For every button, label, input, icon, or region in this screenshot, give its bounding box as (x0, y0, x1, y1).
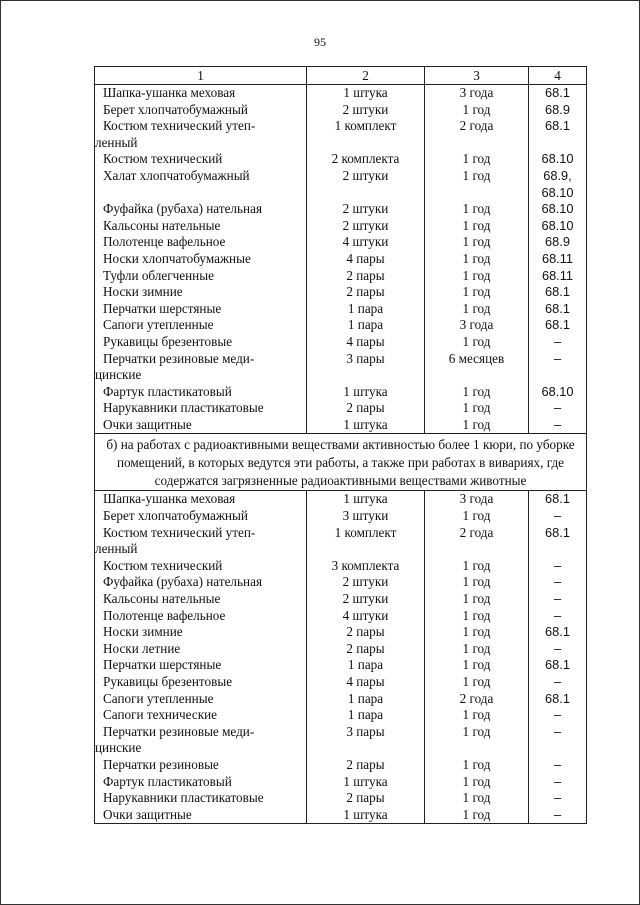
item-name-cell (95, 400, 307, 417)
item-name-cell (95, 151, 307, 168)
table-row (95, 574, 587, 591)
item-name: Фуфайка (рубаха) нательная (103, 574, 263, 590)
item-name: Халат хлопчатобумажный (103, 167, 250, 183)
reference-cell: 68.11 (529, 251, 587, 268)
reference-cell: – (529, 774, 587, 791)
reference-cell: 68.11 (529, 268, 587, 285)
reference-cell: 68.1 (529, 691, 587, 708)
header-row (95, 67, 587, 85)
item-name-cell (95, 334, 307, 351)
item-name-cell (95, 301, 307, 318)
reference-cell: – (529, 508, 587, 525)
item-name: Носки хлопчатобумажные (103, 250, 251, 266)
item-name-cell (95, 591, 307, 608)
quantity-cell: 2 пары (307, 284, 425, 301)
table-row (95, 118, 587, 151)
quantity-cell: 2 штуки (307, 574, 425, 591)
quantity-cell: 2 штуки (307, 218, 425, 235)
item-name-cell (95, 85, 307, 102)
wear-term-cell: 1 год (425, 284, 529, 301)
item-name-cell (95, 268, 307, 285)
reference-cell: 68.1 (529, 301, 587, 318)
table-row (95, 417, 587, 434)
table-row (95, 384, 587, 401)
table-row (95, 624, 587, 641)
reference-cell: 68.1 (529, 118, 587, 151)
quantity-cell: 1 пара (307, 657, 425, 674)
table-row (95, 284, 587, 301)
item-name-cell (95, 168, 307, 201)
item-name: Перчатки резиновые меди- (103, 350, 255, 366)
wear-term-cell: 1 год (425, 234, 529, 251)
wear-term-cell: 1 год (425, 417, 529, 434)
reference-cell: 68.1 (529, 624, 587, 641)
reference-cell: – (529, 790, 587, 807)
table-row (95, 757, 587, 774)
wear-term-cell: 1 год (425, 201, 529, 218)
item-name-cell (95, 757, 307, 774)
wear-term-cell: 3 года (425, 491, 529, 508)
quantity-cell: 1 пара (307, 691, 425, 708)
item-name-cell (95, 525, 307, 558)
reference-cell: – (529, 591, 587, 608)
reference-cell: – (529, 674, 587, 691)
quantity-cell: 1 штука (307, 491, 425, 508)
wear-term-cell: 1 год (425, 301, 529, 318)
quantity-cell: 2 пары (307, 641, 425, 658)
wear-term-cell: 1 год (425, 790, 529, 807)
reference-cell: – (529, 724, 587, 757)
reference-cell: 68.10 (529, 201, 587, 218)
wear-term-cell: 1 год (425, 151, 529, 168)
quantity-cell: 2 штуки (307, 201, 425, 218)
reference-cell: – (529, 608, 587, 625)
wear-term-cell: 1 год (425, 724, 529, 757)
item-name: Перчатки резиновые (103, 756, 219, 772)
quantity-cell: 1 пара (307, 301, 425, 318)
quantity-cell: 1 штука (307, 85, 425, 102)
item-name: Перчатки шерстяные (103, 657, 222, 673)
item-name: Перчатки шерстяные (103, 300, 222, 316)
protective-clothing-table (94, 66, 587, 824)
item-name-cell (95, 790, 307, 807)
item-name: Фуфайка (рубаха) нательная (103, 201, 263, 217)
reference-cell: – (529, 707, 587, 724)
wear-term-cell: 1 год (425, 591, 529, 608)
item-name: Туфли облегченные (103, 267, 214, 283)
item-name-cell (95, 201, 307, 218)
wear-term-cell: 1 год (425, 334, 529, 351)
wear-term-cell: 1 год (425, 624, 529, 641)
table-row (95, 724, 587, 757)
header-col-1: 1 (95, 67, 307, 85)
item-name: Фартук пластикатовый (103, 773, 232, 789)
item-name-cell (95, 508, 307, 525)
wear-term-cell: 1 год (425, 218, 529, 235)
item-name: Носки летние (103, 640, 181, 656)
item-name-cell (95, 251, 307, 268)
table-row (95, 707, 587, 724)
quantity-cell: 3 штуки (307, 508, 425, 525)
item-name-cell (95, 558, 307, 575)
table-row (95, 251, 587, 268)
table-row (95, 102, 587, 119)
reference-cell: – (529, 558, 587, 575)
table-row (95, 508, 587, 525)
table-row (95, 268, 587, 285)
item-name: Костюм технический (103, 557, 223, 573)
item-name: Берет хлопчатобумажный (103, 508, 248, 524)
wear-term-cell: 1 год (425, 268, 529, 285)
quantity-cell: 2 штуки (307, 168, 425, 201)
item-name-cell (95, 691, 307, 708)
quantity-cell: 1 штука (307, 774, 425, 791)
reference-cell: – (529, 351, 587, 384)
item-name-cell (95, 384, 307, 401)
item-name: Шапка-ушанка меховая (103, 491, 236, 507)
reference-cell: 68.10 (529, 218, 587, 235)
table-row (95, 400, 587, 417)
wear-term-cell: 1 год (425, 400, 529, 417)
item-name-cell (95, 417, 307, 434)
reference-cell: – (529, 757, 587, 774)
item-name: Кальсоны нательные (103, 217, 221, 233)
item-name-cell (95, 724, 307, 757)
reference-cell: 68.10 (529, 384, 587, 401)
wear-term-cell: 1 год (425, 558, 529, 575)
reference-cell: – (529, 417, 587, 434)
item-name-cell (95, 351, 307, 384)
table-row (95, 674, 587, 691)
wear-term-cell: 1 год (425, 774, 529, 791)
table-row (95, 218, 587, 235)
item-name-cell (95, 218, 307, 235)
table-row (95, 234, 587, 251)
quantity-cell: 1 штука (307, 417, 425, 434)
wear-term-cell: 1 год (425, 707, 529, 724)
item-name: Нарукавники пластикатовые (103, 400, 264, 416)
table-row (95, 608, 587, 625)
item-name: Полотенце вафельное (103, 607, 226, 623)
item-name: Сапоги технические (103, 707, 218, 723)
table-row (95, 641, 587, 658)
quantity-cell: 2 пары (307, 757, 425, 774)
table-row (95, 168, 587, 201)
reference-cell: 68.9 (529, 102, 587, 119)
table-row (95, 558, 587, 575)
quantity-cell: 2 пары (307, 268, 425, 285)
table-row (95, 691, 587, 708)
item-name: Берет хлопчатобумажный (103, 101, 248, 117)
item-name: Шапка-ушанка меховая (103, 85, 236, 100)
item-name: Очки защитные (103, 806, 192, 822)
reference-cell: 68.10 (529, 151, 587, 168)
wear-term-cell: 1 год (425, 807, 529, 824)
reference-cell: – (529, 574, 587, 591)
quantity-cell: 3 пары (307, 724, 425, 757)
wear-term-cell: 1 год (425, 657, 529, 674)
quantity-cell: 2 штуки (307, 591, 425, 608)
item-name-cell (95, 807, 307, 824)
quantity-cell: 3 комплекта (307, 558, 425, 575)
quantity-cell: 3 пары (307, 351, 425, 384)
reference-cell: 68.1 (529, 85, 587, 102)
item-name-cell (95, 707, 307, 724)
table-row (95, 591, 587, 608)
section-b-title: б) на работах с радиоактивными веществами активностью более 1 кюри, по уборке помещений, в которых ведутся эти работы, а также при работах в вивариях, где содержатся загрязненные радиоактивными веществами животные (95, 434, 587, 491)
item-name-cell (95, 317, 307, 334)
item-name: Костюм технический утеп- (103, 118, 256, 134)
reference-cell: 68.9, 68.10 (529, 168, 587, 201)
table-row (95, 201, 587, 218)
table-row (95, 491, 587, 508)
reference-cell: 68.9 (529, 234, 587, 251)
item-name-cell (95, 284, 307, 301)
reference-cell: 68.1 (529, 525, 587, 558)
item-name: Костюм технический утеп- (103, 524, 256, 540)
item-name: Фартук пластикатовый (103, 383, 232, 399)
reference-cell: 68.1 (529, 317, 587, 334)
wear-term-cell: 2 года (425, 691, 529, 708)
item-name-cell (95, 641, 307, 658)
item-name: Полотенце вафельное (103, 234, 226, 250)
item-name-cell (95, 102, 307, 119)
wear-term-cell: 3 года (425, 317, 529, 334)
item-name: Перчатки резиновые меди- (103, 723, 255, 739)
quantity-cell: 4 пары (307, 251, 425, 268)
item-name-continuation: цинские (95, 367, 142, 383)
item-name-continuation: цинские (95, 740, 142, 756)
quantity-cell: 4 штуки (307, 234, 425, 251)
quantity-cell: 1 штука (307, 807, 425, 824)
table-row (95, 807, 587, 824)
item-name-cell (95, 234, 307, 251)
table-body (95, 67, 587, 824)
item-name-cell (95, 574, 307, 591)
item-name-cell (95, 118, 307, 151)
quantity-cell: 2 штуки (307, 102, 425, 119)
table-row (95, 790, 587, 807)
reference-cell: – (529, 641, 587, 658)
wear-term-cell: 1 год (425, 102, 529, 119)
table-row (95, 334, 587, 351)
item-name: Костюм технический (103, 151, 223, 167)
table-row (95, 774, 587, 791)
quantity-cell: 1 штука (307, 384, 425, 401)
item-name-cell (95, 674, 307, 691)
wear-term-cell: 2 года (425, 118, 529, 151)
quantity-cell: 2 комплекта (307, 151, 425, 168)
table-row (95, 151, 587, 168)
quantity-cell: 1 пара (307, 707, 425, 724)
item-name-cell (95, 774, 307, 791)
header-col-3: 3 (425, 67, 529, 85)
wear-term-cell: 1 год (425, 574, 529, 591)
item-name-continuation: ленный (95, 134, 138, 150)
quantity-cell: 1 комплект (307, 118, 425, 151)
quantity-cell: 2 пары (307, 790, 425, 807)
item-name-continuation: ленный (95, 541, 138, 557)
reference-cell: – (529, 400, 587, 417)
table-row (95, 301, 587, 318)
wear-term-cell: 1 год (425, 508, 529, 525)
wear-term-cell: 1 год (425, 674, 529, 691)
reference-cell: – (529, 807, 587, 824)
wear-term-cell: 1 год (425, 251, 529, 268)
quantity-cell: 2 пары (307, 400, 425, 417)
header-col-2: 2 (307, 67, 425, 85)
page-number: 95 (314, 35, 326, 49)
wear-term-cell: 1 год (425, 757, 529, 774)
item-name: Носки зимние (103, 284, 183, 300)
section-b-row (95, 434, 587, 491)
quantity-cell: 1 комплект (307, 525, 425, 558)
wear-term-cell: 1 год (425, 608, 529, 625)
quantity-cell: 4 пары (307, 334, 425, 351)
wear-term-cell: 2 года (425, 525, 529, 558)
item-name: Очки защитные (103, 416, 192, 432)
wear-term-cell: 1 год (425, 384, 529, 401)
quantity-cell: 4 пары (307, 674, 425, 691)
item-name: Носки зимние (103, 624, 183, 640)
reference-cell: 68.1 (529, 491, 587, 508)
reference-cell: – (529, 334, 587, 351)
item-name-cell (95, 491, 307, 508)
reference-cell: 68.1 (529, 657, 587, 674)
item-name: Рукавицы брезентовые (103, 333, 233, 349)
reference-cell: 68.1 (529, 284, 587, 301)
wear-term-cell: 1 год (425, 168, 529, 201)
quantity-cell: 2 пары (307, 624, 425, 641)
item-name: Рукавицы брезентовые (103, 674, 233, 689)
header-col-4: 4 (529, 67, 587, 85)
table-row (95, 317, 587, 334)
wear-term-cell: 3 года (425, 85, 529, 102)
item-name: Сапоги утепленные (103, 690, 214, 706)
item-name-cell (95, 608, 307, 625)
wear-term-cell: 1 год (425, 641, 529, 658)
item-name: Нарукавники пластикатовые (103, 790, 264, 806)
item-name-cell (95, 624, 307, 641)
table-row (95, 525, 587, 558)
quantity-cell: 1 пара (307, 317, 425, 334)
table-row (95, 657, 587, 674)
wear-term-cell: 6 месяцев (425, 351, 529, 384)
item-name: Кальсоны нательные (103, 591, 221, 607)
item-name-cell (95, 657, 307, 674)
quantity-cell: 4 штуки (307, 608, 425, 625)
table-row (95, 351, 587, 384)
item-name: Сапоги утепленные (103, 317, 214, 333)
table-row (95, 85, 587, 102)
